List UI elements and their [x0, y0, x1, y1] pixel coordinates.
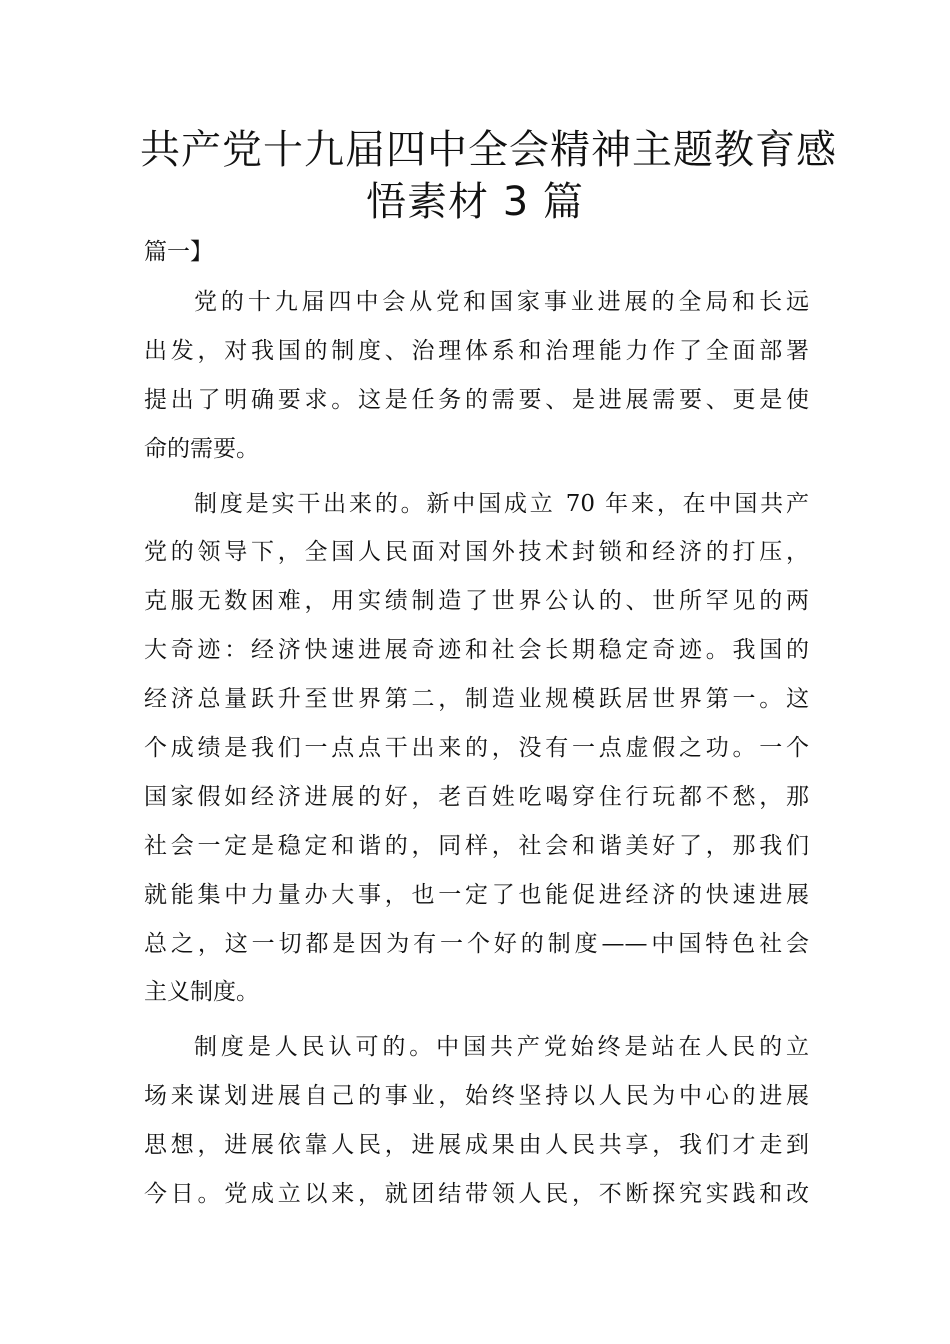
paragraph-1 — [144, 278, 809, 474]
paragraph-line: 党的十九届四中会从党和国家事业进展的全局和长远 — [194, 289, 809, 315]
paragraph-line: 场来谋划进展自己的事业，始终坚持以人民为中心的进展 — [144, 1083, 809, 1110]
document-title — [140, 124, 837, 228]
paragraph-line: 制度是实干出来的。新中国成立 70 年来，在中国共产 — [194, 490, 809, 517]
paragraph-line: 制度是人民认可的。中国共产党始终是站在人民的立 — [194, 1034, 809, 1061]
section-label: 篇一】 — [144, 239, 213, 265]
paragraph-line: 经济总量跃升至世界第二，制造业规模跃居世界第一。这 — [144, 686, 809, 713]
title-line-2: 悟素材 3 篇 — [366, 179, 584, 225]
paragraph-line: 思想，进展依靠人民，进展成果由人民共享，我们才走到 — [144, 1132, 809, 1159]
document-body — [144, 226, 809, 1225]
paragraph-line: 出发，对我国的制度、治理体系和治理能力作了全面部署 — [144, 337, 809, 364]
paragraph-line: 克服无数困难，用实绩制造了世界公认的、世所罕见的两 — [144, 588, 809, 615]
paragraph-2 — [144, 480, 809, 1018]
paragraph-line: 国家假如经济进展的好，老百姓吃喝穿住行玩都不愁，那 — [144, 783, 809, 810]
paragraph-line: 社会一定是稳定和谐的，同样，社会和谐美好了，那我们 — [144, 832, 809, 859]
paragraph-line: 主义制度。 — [144, 979, 259, 1006]
title-line-1: 共产党十九届四中全会精神主题教育感 — [140, 127, 837, 173]
paragraph-line: 总之，这一切都是因为有一个好的制度——中国特色社会 — [144, 930, 809, 957]
paragraph-line: 提出了明确要求。这是任务的需要、是进展需要、更是使 — [144, 386, 809, 413]
paragraph-line: 个成绩是我们一点点干出来的，没有一点虚假之功。一个 — [144, 735, 809, 762]
paragraph-line: 党的领导下，全国人民面对国外技术封锁和经济的打压， — [144, 539, 809, 566]
paragraph-line: 命的需要。 — [144, 435, 259, 462]
paragraph-line: 大奇迹：经济快速进展奇迹和社会长期稳定奇迹。我国的 — [144, 637, 809, 664]
paragraph-line: 今日。党成立以来，就团结带领人民，不断探究实践和改 — [144, 1181, 809, 1208]
paragraph-line: 就能集中力量办大事，也一定了也能促进经济的快速进展 — [144, 881, 809, 908]
paragraph-3 — [144, 1023, 809, 1219]
